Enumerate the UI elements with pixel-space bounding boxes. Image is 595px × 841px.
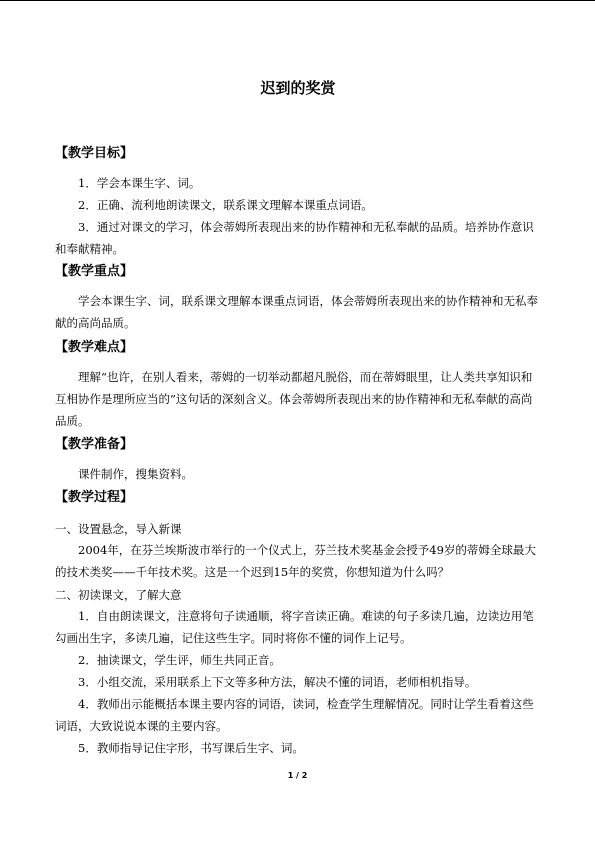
preparation-text: 课件制作，搜集资料。 xyxy=(78,467,193,481)
key-points-text: 学会本课生字、词，联系课文理解本课重点词语，体会蒂姆所表现出来的协作精神和无私奉献的高尚品质。 xyxy=(55,294,538,330)
goal-item-2: 2．正确、流利地朗读课文，联系课文理解本课重点词语。 xyxy=(78,198,373,212)
process-part2-item-4: 4．教师出示能概括本课主要内容的词语，读词，检查学生理解情况。同时让学生看着这些词语，大致说说本课的主要内容。 xyxy=(55,697,534,733)
heading-process: 【教学过程】 xyxy=(55,490,134,505)
process-part1-text: 2004年，在芬兰埃斯波市举行的一个仪式上，芬兰技术奖基金会授予49岁的蒂姆全球最大的技术类奖——千年技术奖。这是一个迟到15年的奖赏，你想知道为什么吗？ xyxy=(55,543,536,579)
goal-item-3: 3．通过对课文的学习，体会蒂姆所表现出来的协作精神和无私奉献的品质。培养协作意识和奉献精神。 xyxy=(55,220,534,256)
heading-preparation: 【教学准备】 xyxy=(55,437,134,452)
process-part2-item-5: 5．教师指导记住字形，书写课后生字、词。 xyxy=(78,741,304,755)
process-part2-item-2: 2．抽读课文，学生评，师生共同正音。 xyxy=(78,653,281,667)
process-part2-item-1: 1．自由朗读课文，注意将句子读通顺，将字音读正确。难读的句子多读几遍，边读边用笔勾画出生字，多读几遍，记住这些生字。同时将你不懂的词作上记号。 xyxy=(55,609,534,645)
page-number: 1 / 2 xyxy=(287,771,308,780)
difficulties-text: 理解“也许，在别人看来，蒂姆的一切举动都超凡脱俗，而在蒂姆眼里，让人类共享知识和互相协作是理所应当的”这句话的深刻含义。体会蒂姆所表现出来的协作精神和无私奉献的高尚品质。 xyxy=(55,370,533,428)
process-part2-item-3: 3．小组交流，采用联系上下文等多种方法，解决不懂的词语，老师相机指导。 xyxy=(78,675,477,689)
goal-item-1: 1．学会本课生字、词。 xyxy=(78,176,201,190)
heading-difficulties: 【教学难点】 xyxy=(55,340,134,355)
process-part2-title: 二、初读课文，了解大意 xyxy=(55,588,182,602)
process-part1-title: 一、设置悬念，导入新课 xyxy=(55,522,182,536)
page-top-border xyxy=(0,0,595,1)
heading-key-points: 【教学重点】 xyxy=(55,264,134,279)
document-title: 迟到的奖赏 xyxy=(260,79,336,97)
heading-goals: 【教学目标】 xyxy=(55,146,134,161)
